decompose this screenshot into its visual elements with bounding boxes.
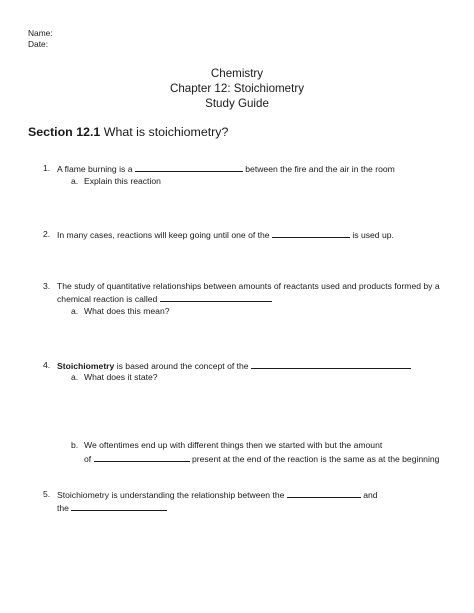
q1-text-before: A flame burning is a — [57, 164, 133, 174]
question-4 — [57, 360, 411, 372]
q1-text-after: between the fire and the air in the room — [245, 164, 395, 174]
title-doc-type: Study Guide — [205, 97, 269, 110]
question-5-line2 — [57, 502, 167, 514]
q4-number: 4. — [43, 360, 51, 370]
q3-line1: The study of quantitative relationships between amounts of reactants used and products formed by a — [57, 281, 440, 291]
q3-number: 3. — [43, 281, 51, 291]
q1-number: 1. — [43, 163, 51, 173]
q2-answer-blank[interactable] — [272, 229, 350, 238]
date-label: Date: — [28, 39, 49, 49]
question-1 — [57, 163, 395, 175]
q5-text-before: Stoichiometry is understanding the relationship between the — [57, 490, 285, 500]
q1-sub-a-text: Explain this reaction — [84, 176, 161, 186]
title-subject: Chemistry — [210, 67, 264, 80]
q5-answer-blank-2[interactable] — [71, 502, 167, 511]
q4-text-before: is based around the concept of the — [116, 361, 249, 371]
q4-sub-a-text: What does it state? — [84, 372, 158, 382]
question-5 — [57, 489, 378, 501]
q4-sub-b-line2-after: present at the end of the reaction is the same as at the beginning — [191, 454, 440, 464]
q1-sub-a-letter: a. — [71, 176, 79, 186]
q3-answer-blank[interactable] — [160, 293, 272, 302]
question-2 — [57, 229, 394, 241]
q4b-answer-blank[interactable] — [94, 453, 190, 462]
q1-answer-blank[interactable] — [135, 163, 243, 172]
q2-text-after: is used up. — [352, 230, 394, 240]
title-chapter: Chapter 12: Stoichiometry — [169, 82, 305, 95]
q3-sub-a-letter: a. — [71, 306, 79, 316]
q3-line2-before: chemical reaction is called — [57, 294, 158, 304]
q4-answer-blank[interactable] — [251, 360, 411, 369]
question-4b-line2 — [84, 453, 439, 465]
q2-text-before: In many cases, reactions will keep going until one of the — [57, 230, 270, 240]
q4-sub-b-line1: We oftentimes end up with different things then we started with but the amount — [84, 440, 383, 450]
q5-number: 5. — [43, 489, 51, 499]
q2-number: 2. — [43, 229, 51, 239]
section-heading — [28, 125, 228, 140]
q5-answer-blank-1[interactable] — [287, 489, 361, 498]
q4-sub-a-letter: a. — [71, 372, 79, 382]
section-title: What is stoichiometry? — [103, 125, 229, 139]
q4-bold-term: Stoichiometry — [57, 361, 115, 371]
q4-sub-b-letter: b. — [71, 440, 79, 450]
q4-sub-b-line2-before: of — [84, 454, 92, 464]
section-number: Section 12.1 — [28, 125, 101, 139]
q3-sub-a-text: What does this mean? — [84, 306, 170, 316]
name-label: Name: — [28, 28, 53, 38]
q5-text-after: and — [363, 490, 378, 500]
q5-line2-before: the — [57, 503, 69, 513]
question-3-line2 — [57, 293, 272, 305]
